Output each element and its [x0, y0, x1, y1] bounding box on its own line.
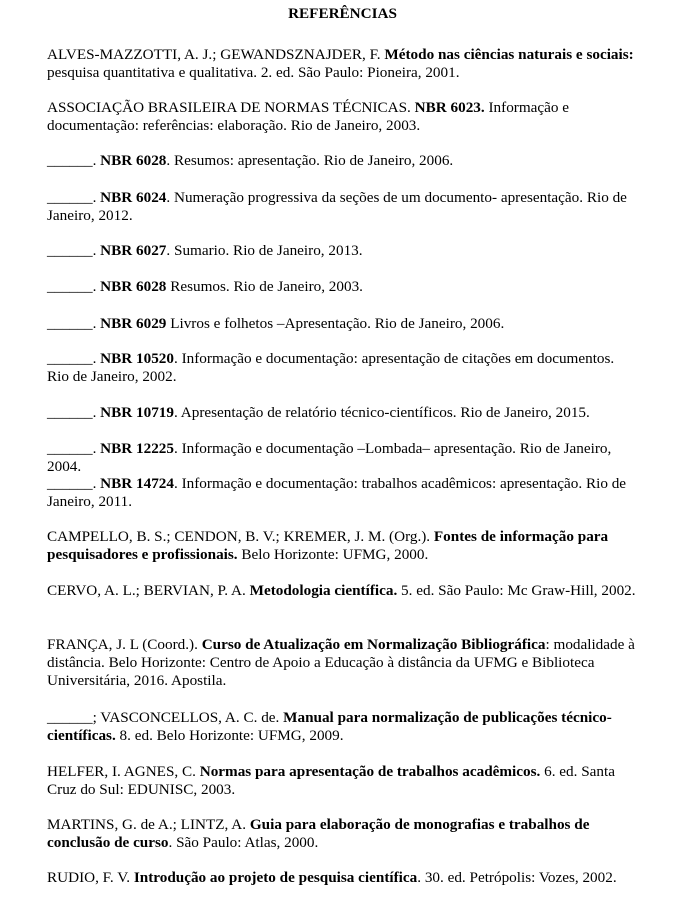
reference-author: ______; VASCONCELLOS, A. C. de. [47, 709, 284, 726]
reference-author: ASSOCIAÇÃO BRASILEIRA DE NORMAS TÉCNICAS. [47, 99, 415, 116]
reference-author: ______. [47, 278, 101, 295]
reference-author: ______. [47, 152, 101, 169]
reference-details: . Sumario. Rio de Janeiro, 2013. [166, 242, 363, 259]
reference-entry [47, 816, 637, 852]
page-title: REFERÊNCIAS [288, 5, 397, 22]
reference-title: Fontes de informação para pesquisadores e profissionais. [47, 528, 609, 563]
reference-details: . 30. ed. Petrópolis: Vozes, 2002. [417, 869, 617, 886]
reference-entry [47, 404, 637, 422]
reference-details: Belo Horizonte: UFMG, 2000. [237, 546, 429, 563]
reference-author: ______. [47, 440, 101, 457]
reference-entry [47, 475, 637, 511]
reference-author: MARTINS, G. de A.; LINTZ, A. [47, 816, 250, 833]
reference-entry [47, 528, 637, 564]
reference-title: NBR 6024 [100, 189, 167, 206]
reference-entry [47, 152, 637, 170]
reference-entry [47, 99, 637, 135]
reference-entry [47, 636, 637, 690]
reference-entry [47, 242, 637, 260]
reference-entry [47, 709, 637, 745]
reference-details: 8. ed. Belo Horizonte: UFMG, 2009. [115, 727, 344, 744]
reference-title: NBR 6028 [100, 278, 167, 295]
reference-title: Curso de Atualização em Normalização Bibliográfica [201, 636, 546, 653]
reference-details: . Apresentação de relatório técnico-científicos. Rio de Janeiro, 2015. [174, 404, 590, 421]
reference-title: Metodologia científica. [249, 582, 398, 599]
reference-author: CAMPELLO, B. S.; CENDON, B. V.; KREMER, J. M. (Org.). [47, 528, 434, 545]
reference-title: NBR 14724 [100, 475, 174, 492]
reference-details: . Numeração progressiva da seções de um documento- apresentação. Rio de Janeiro, 2012. [47, 189, 627, 224]
reference-entry [47, 582, 637, 600]
reference-title: Método nas ciências naturais e sociais: [384, 46, 634, 63]
reference-entry [47, 189, 637, 225]
reference-author: ______. [47, 315, 101, 332]
reference-details: Livros e folhetos –Apresentação. Rio de Janeiro, 2006. [166, 315, 505, 332]
reference-details: . Informação e documentação: apresentação de citações em documentos. Rio de Janeiro, 2002. [47, 350, 615, 385]
reference-entry [47, 46, 637, 82]
reference-details: : modalidade à distância. Belo Horizonte: Centro de Apoio a Educação à distância da UFMG e Biblioteca Universitária, 2016. Apostila. [47, 636, 635, 689]
reference-author: HELFER, I. AGNES, C. [47, 763, 200, 780]
reference-title: NBR 6028 [100, 152, 167, 169]
reference-entry [47, 350, 637, 386]
reference-details: 6. ed. Santa Cruz do Sul: EDUNISC, 2003. [47, 763, 615, 798]
reference-title: NBR 6027 [100, 242, 167, 259]
reference-author: ______. [47, 404, 101, 421]
reference-title: NBR 6023. [414, 99, 485, 116]
reference-details: . São Paulo: Atlas, 2000. [168, 834, 319, 851]
reference-title: NBR 12225 [100, 440, 174, 457]
reference-entry [47, 763, 637, 799]
reference-author: ______. [47, 242, 101, 259]
reference-title: NBR 10520 [100, 350, 174, 367]
reference-title: Introdução ao projeto de pesquisa científica [133, 869, 418, 886]
reference-details: . Informação e documentação: trabalhos acadêmicos: apresentação. Rio de Janeiro, 2011. [47, 475, 627, 510]
reference-entry [47, 869, 637, 887]
reference-entry [47, 440, 637, 476]
reference-author: CERVO, A. L.; BERVIAN, P. A. [47, 582, 250, 599]
reference-author: ALVES-MAZZOTTI, A. J.; GEWANDSZNAJDER, F. [47, 46, 385, 63]
reference-details: pesquisa quantitativa e qualitativa. 2. ed. São Paulo: Pioneira, 2001. [47, 64, 460, 81]
reference-author: ______. [47, 189, 101, 206]
reference-details: Informação e documentação: referências: elaboração. Rio de Janeiro, 2003. [47, 99, 570, 134]
reference-author: FRANÇA, J. L (Coord.). [47, 636, 202, 653]
reference-author: ______. [47, 350, 101, 367]
reference-details: . Informação e documentação –Lombada– apresentação. Rio de Janeiro, 2004. [47, 440, 612, 475]
reference-title: NBR 10719 [100, 404, 174, 421]
reference-entry [47, 278, 637, 296]
reference-title: Normas para apresentação de trabalhos acadêmicos. [199, 763, 541, 780]
reference-details: . Resumos: apresentação. Rio de Janeiro, 2006. [166, 152, 454, 169]
reference-author: RUDIO, F. V. [47, 869, 134, 886]
reference-title: Guia para elaboração de monografias e trabalhos de conclusão de curso [47, 816, 590, 851]
reference-entry [47, 315, 637, 333]
reference-title: Manual para normalização de publicações técnico-científicas. [47, 709, 612, 744]
reference-title: NBR 6029 [100, 315, 167, 332]
reference-details: 5. ed. São Paulo: Mc Graw-Hill, 2002. [397, 582, 636, 599]
reference-author: ______. [47, 475, 101, 492]
reference-details: Resumos. Rio de Janeiro, 2003. [166, 278, 363, 295]
